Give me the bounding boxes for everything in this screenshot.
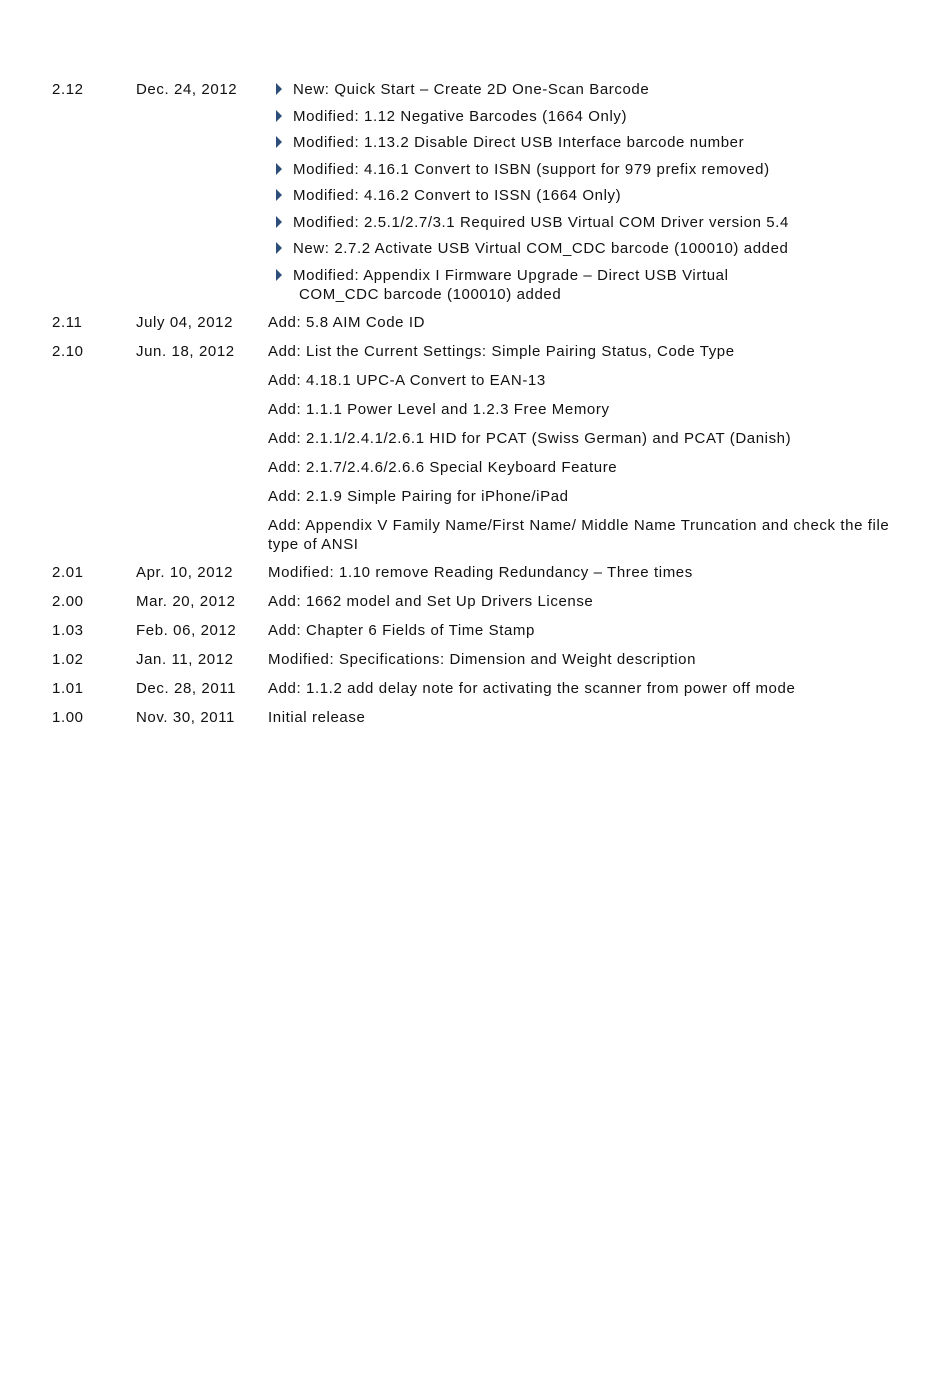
triangle-right-icon <box>276 136 282 148</box>
change-list <box>268 342 912 554</box>
triangle-right-icon <box>276 242 282 254</box>
change-list <box>268 80 912 304</box>
change-text: Modified: 1.13.2 Disable Direct USB Interface barcode number <box>293 134 745 151</box>
change-text: Modified: Appendix I Firmware Upgrade – Direct USB Virtual <box>293 266 729 284</box>
version-number: 1.01 <box>52 679 84 697</box>
change-item <box>268 160 912 179</box>
change-text: New: Quick Start – Create 2D One-Scan Barcode <box>293 81 650 98</box>
revision-date: Apr. 10, 2012 <box>136 563 234 581</box>
revision-date: Jun. 18, 2012 <box>136 342 235 360</box>
version-number: 2.10 <box>52 342 84 360</box>
change-list <box>268 313 912 332</box>
revision-date: July 04, 2012 <box>136 313 234 331</box>
change-item <box>268 133 912 152</box>
revision-row <box>52 592 912 612</box>
change-text: New: 2.7.2 Activate USB Virtual COM_CDC barcode (100010) added <box>293 240 789 257</box>
revision-row <box>52 679 912 699</box>
triangle-right-icon <box>276 216 282 228</box>
version-number: 2.12 <box>52 81 84 98</box>
revision-date: Dec. 28, 2011 <box>136 679 237 697</box>
revision-row <box>52 621 912 641</box>
change-text: Add: 5.8 AIM Code ID <box>268 313 426 331</box>
change-text: Add: 1.1.2 add delay note for activating the scanner from power off mode <box>268 679 796 697</box>
change-item <box>268 186 912 205</box>
change-text: Add: 1662 model and Set Up Drivers License <box>268 592 594 610</box>
change-text: Add: Appendix V Family Name/First Name/ Middle Name Truncation and check the file type of ANSI <box>268 516 890 553</box>
triangle-right-icon <box>276 83 282 95</box>
change-text: Modified: 4.16.1 Convert to ISBN (support for 979 prefix removed) <box>293 160 770 178</box>
revision-date: Dec. 24, 2012 <box>136 81 238 98</box>
change-text: Add: 1.1.1 Power Level and 1.2.3 Free Memory <box>268 400 610 418</box>
change-text: Modified: 1.12 Negative Barcodes (1664 Only) <box>293 107 628 125</box>
change-text: Add: 2.1.1/2.4.1/2.6.1 HID for PCAT (Swiss German) and PCAT (Danish) <box>268 429 792 447</box>
version-number: 2.00 <box>52 592 84 610</box>
triangle-right-icon <box>276 163 282 175</box>
revision-row <box>52 80 912 304</box>
change-text-continuation: COM_CDC barcode (100010) added <box>299 285 562 303</box>
change-text: Modified: 2.5.1/2.7/3.1 Required USB Virtual COM Driver version 5.4 <box>293 213 789 231</box>
version-number: 1.03 <box>52 621 84 639</box>
revision-row <box>52 313 912 333</box>
revision-date: Nov. 30, 2011 <box>136 708 235 726</box>
change-text: Modified: 4.16.2 Convert to ISSN (1664 Only) <box>293 187 622 204</box>
version-number: 2.01 <box>52 563 84 581</box>
triangle-right-icon <box>276 269 282 281</box>
version-number: 1.00 <box>52 708 84 726</box>
change-list <box>268 592 912 611</box>
change-item <box>268 213 912 232</box>
change-text: Modified: Specifications: Dimension and Weight description <box>268 650 697 668</box>
change-text: Add: List the Current Settings: Simple Pairing Status, Code Type <box>268 342 735 360</box>
revision-date: Mar. 20, 2012 <box>136 592 236 610</box>
change-text: Add: Chapter 6 Fields of Time Stamp <box>268 621 535 639</box>
change-item <box>268 239 912 258</box>
revision-row <box>52 708 912 728</box>
change-item <box>268 266 912 304</box>
change-item <box>268 80 912 99</box>
triangle-right-icon <box>276 189 282 201</box>
revision-date: Feb. 06, 2012 <box>136 621 237 639</box>
change-list <box>268 679 912 698</box>
revision-date: Jan. 11, 2012 <box>136 650 234 668</box>
change-text: Modified: 1.10 remove Reading Redundancy – Three times <box>268 563 693 581</box>
change-list <box>268 708 912 727</box>
revision-row <box>52 650 912 670</box>
change-list <box>268 563 912 582</box>
version-number: 1.02 <box>52 650 84 668</box>
version-number: 2.11 <box>52 313 83 331</box>
change-list <box>268 650 912 669</box>
revision-row <box>52 342 912 554</box>
revision-row <box>52 563 912 583</box>
change-text: Initial release <box>268 708 366 726</box>
revision-history-table <box>52 80 912 737</box>
change-item <box>268 107 912 126</box>
triangle-right-icon <box>276 110 282 122</box>
change-text: Add: 2.1.7/2.4.6/2.6.6 Special Keyboard Feature <box>268 458 618 476</box>
change-text: Add: 4.18.1 UPC-A Convert to EAN-13 <box>268 371 546 389</box>
change-text: Add: 2.1.9 Simple Pairing for iPhone/iPad <box>268 487 569 505</box>
change-list <box>268 621 912 640</box>
